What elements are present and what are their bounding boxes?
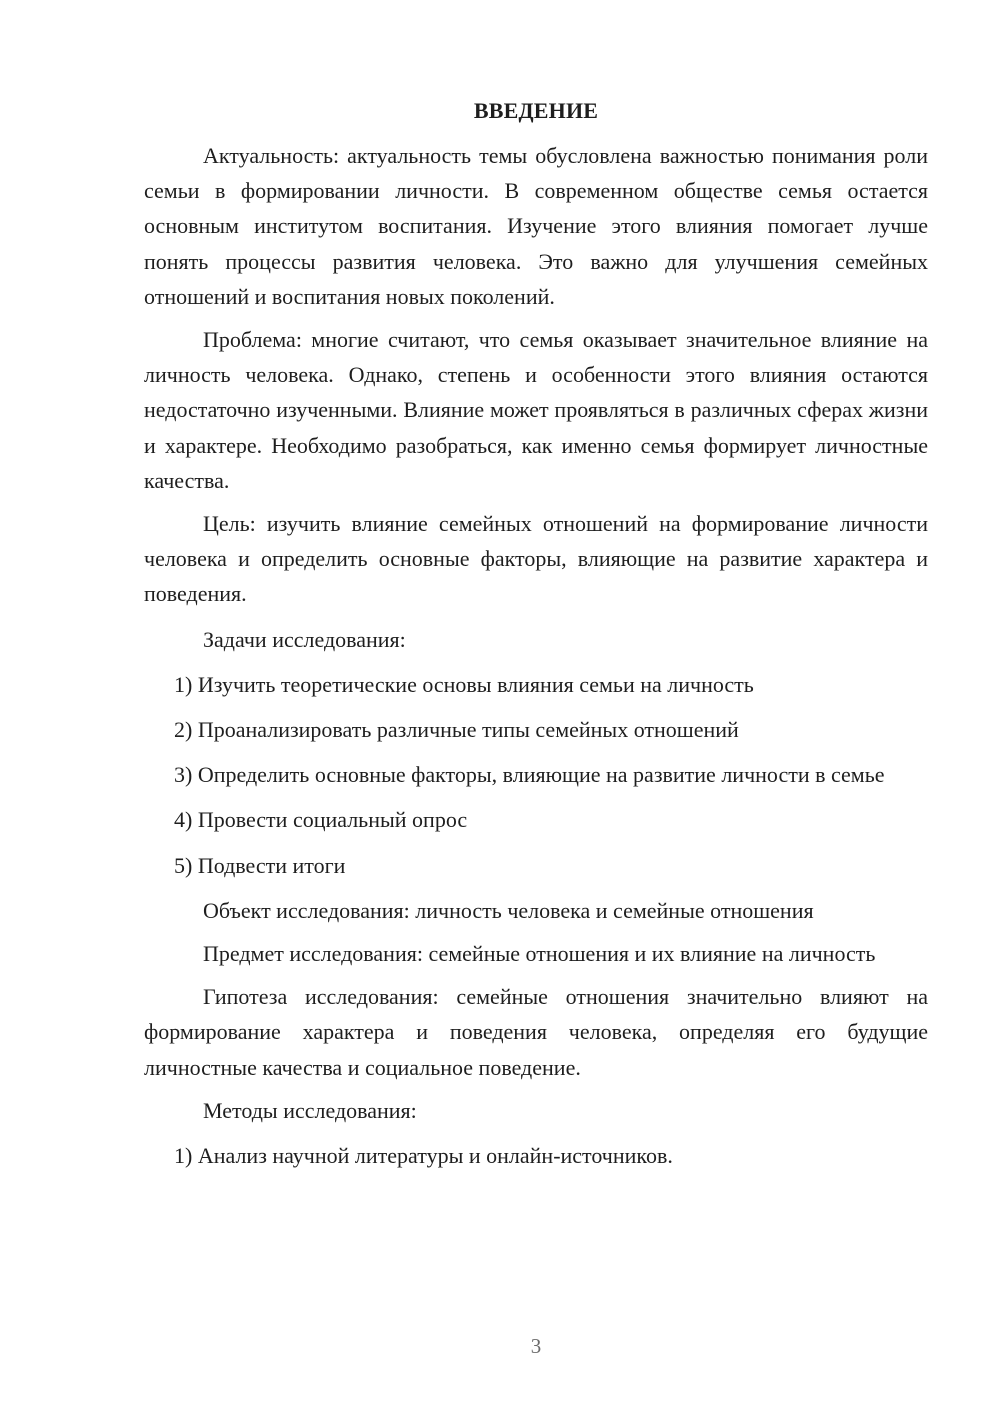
paragraph-hypothesis: Гипотеза исследования: семейные отношения значительно влияют на формирование характера и поведения человека, определяя его будущие личностные качества и социальное поведение. xyxy=(144,984,928,1080)
method-item-1: 1) Анализ научной литературы и онлайн-источников. xyxy=(174,1143,673,1169)
methods-heading: Методы исследования: xyxy=(203,1097,417,1123)
task-item-2: 2) Проанализировать различные типы семейных отношений xyxy=(174,717,739,743)
tasks-heading: Задачи исследования: xyxy=(203,626,406,652)
task-item-1: 1) Изучить теоретические основы влияния семьи на личность xyxy=(174,671,754,697)
task-item-4: 4) Провести социальный опрос xyxy=(174,807,468,833)
paragraph-object: Объект исследования: личность человека и семейные отношения xyxy=(203,897,814,923)
task-item-5: 5) Подвести итоги xyxy=(174,852,346,878)
paragraph-goal: Цель: изучить влияние семейных отношений на формирование личности человека и определить основные факторы, влияющие на развитие характера и поведения. xyxy=(144,511,928,607)
paragraph-subject: Предмет исследования: семейные отношения и их влияние на личность xyxy=(203,941,876,967)
paragraph-problem: Проблема: многие считают, что семья оказывает значительное влияние на личность человека. Однако, степень и особенности этого влияния остаются недостаточно изученными. Влияние может проявляться в различных сферах жизни и характере. Необходимо разобраться, как именно семья формирует личностные качества. xyxy=(144,327,928,493)
task-item-3: 3) Определить основные факторы, влияющие на развитие личности в семье xyxy=(174,762,885,788)
page-number: 3 xyxy=(530,1334,542,1358)
paragraph-relevance: Актуальность: актуальность темы обусловлена важностью понимания роли семьи в формировании личности. В современном обществе семья остается основным институтом воспитания. Изучение этого влияния помогает лучше понять процессы развития человека. Это важно для улучшения семейных отношений и воспитания новых поколений. xyxy=(144,143,928,309)
section-title: ВВЕДЕНИЕ xyxy=(473,98,599,123)
